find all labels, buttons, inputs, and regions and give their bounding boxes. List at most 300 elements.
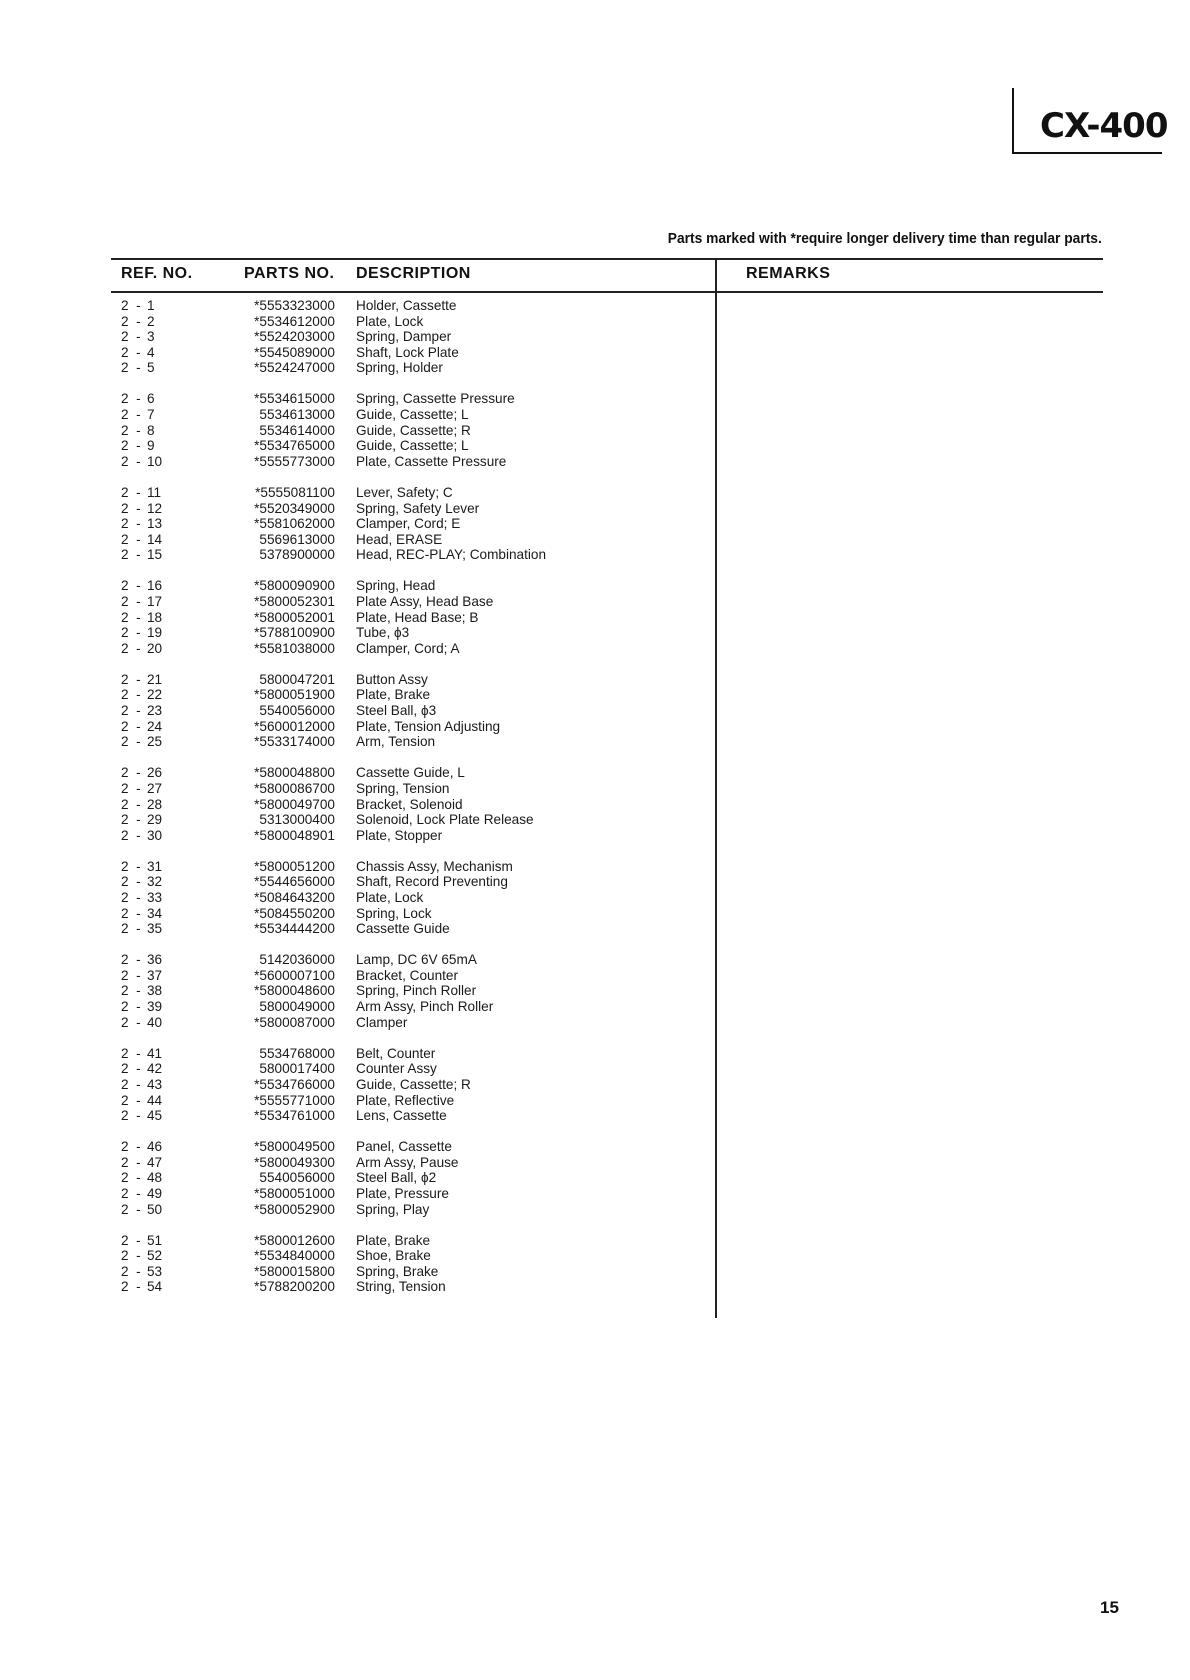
ref-no-cell xyxy=(121,1092,163,1109)
parts-no-cell: *5545089000 xyxy=(254,344,335,360)
ref-no-index: 31 xyxy=(147,858,163,874)
table-row xyxy=(0,594,715,610)
ref-no-prefix: 2 - xyxy=(121,765,141,781)
parts-no-cell: 5569613000 xyxy=(259,531,335,547)
description-cell: Plate, Lock xyxy=(356,890,424,905)
parts-no-cell: *5788100900 xyxy=(254,625,335,641)
ref-no-prefix: 2 - xyxy=(121,360,141,376)
table-row xyxy=(0,906,715,922)
ref-no-cell xyxy=(121,391,155,407)
ref-no-prefix: 2 - xyxy=(121,1232,141,1248)
description-cell: Panel, Cassette xyxy=(356,1139,452,1155)
description-cell: Clamper xyxy=(356,1014,408,1030)
ref-no-prefix: 2 - xyxy=(121,1014,141,1030)
table-row xyxy=(0,968,715,984)
ref-no-prefix: 2 - xyxy=(121,547,141,563)
parts-no-cell: *5520349000 xyxy=(254,500,335,516)
ref-no-cell xyxy=(121,858,163,875)
ref-no-cell xyxy=(121,703,163,719)
table-row xyxy=(0,314,715,330)
description-cell: Holder, Cassette xyxy=(356,298,457,313)
ref-no-cell xyxy=(121,625,163,641)
ref-no-prefix: 2 - xyxy=(121,609,141,625)
parts-no-cell: *5800052001 xyxy=(254,609,335,625)
description-cell: Belt, Counter xyxy=(356,1045,436,1061)
ref-no-index: 43 xyxy=(147,1076,163,1092)
table-row xyxy=(0,672,715,688)
parts-no-cell: 5534613000 xyxy=(259,407,335,423)
ref-no-cell xyxy=(121,1045,163,1062)
parts-group xyxy=(0,1233,715,1295)
description-cell: Arm, Tension xyxy=(356,734,436,750)
parts-group xyxy=(0,952,715,1030)
parts-group xyxy=(0,765,715,843)
table-row xyxy=(0,874,715,890)
ref-no-index: 6 xyxy=(147,391,155,407)
parts-no-cell: 5378900000 xyxy=(259,547,335,563)
table-row xyxy=(0,547,715,563)
ref-no-cell xyxy=(121,407,155,423)
parts-no-cell: *5800087000 xyxy=(254,1014,335,1030)
ref-no-index: 8 xyxy=(147,422,155,438)
description-cell: Plate, Pressure xyxy=(356,1186,449,1201)
parts-no-cell: *5581062000 xyxy=(254,516,335,532)
table-row xyxy=(0,1155,715,1171)
parts-no-cell: *5800048901 xyxy=(254,827,335,843)
ref-no-cell xyxy=(121,1139,163,1155)
ref-no-cell xyxy=(121,484,162,501)
ref-no-index: 48 xyxy=(147,1170,163,1186)
remarks-column-rule xyxy=(715,258,717,1318)
table-row xyxy=(0,999,715,1015)
ref-no-prefix: 2 - xyxy=(121,516,141,532)
table-row xyxy=(0,641,715,657)
description-cell: Shoe, Brake xyxy=(356,1248,431,1264)
description-cell: Shaft, Record Preventing xyxy=(356,874,508,890)
parts-no-cell: 5534614000 xyxy=(259,422,335,438)
description-cell: Plate, Brake xyxy=(356,1232,431,1248)
description-cell: Head, ERASE xyxy=(356,531,443,547)
description-cell: Shaft, Lock Plate xyxy=(356,344,459,360)
description-cell: Guide, Cassette; L xyxy=(356,438,469,454)
ref-no-cell xyxy=(121,1061,163,1077)
parts-no-cell: 5800017400 xyxy=(259,1061,335,1077)
ref-no-cell xyxy=(121,890,163,906)
ref-no-cell xyxy=(121,500,163,517)
table-row xyxy=(0,1139,715,1155)
ref-no-prefix: 2 - xyxy=(121,1061,141,1077)
ref-no-prefix: 2 - xyxy=(121,298,141,313)
table-row xyxy=(0,610,715,626)
description-cell: Guide, Cassette; R xyxy=(356,1076,471,1092)
description-cell: Plate, Lock xyxy=(356,313,424,329)
description-cell: Lever, Safety; C xyxy=(356,484,453,500)
ref-no-prefix: 2 - xyxy=(121,1154,141,1170)
parts-no-cell: *5524247000 xyxy=(254,360,335,376)
ref-no-index: 20 xyxy=(147,640,163,656)
ref-no-prefix: 2 - xyxy=(121,827,141,843)
ref-no-index: 41 xyxy=(147,1045,163,1061)
parts-no-cell: 5540056000 xyxy=(259,703,335,719)
ref-no-cell xyxy=(121,329,155,345)
ref-no-index: 14 xyxy=(147,531,163,547)
parts-no-cell: *5800052900 xyxy=(254,1201,335,1217)
parts-no-cell: *5800049300 xyxy=(254,1154,335,1170)
ref-no-index: 27 xyxy=(147,780,163,796)
description-cell: Spring, Lock xyxy=(356,905,432,921)
parts-no-cell: *5800049500 xyxy=(254,1139,335,1155)
ref-no-prefix: 2 - xyxy=(121,1201,141,1217)
ref-no-prefix: 2 - xyxy=(121,999,141,1015)
ref-no-cell xyxy=(121,516,163,532)
description-cell: Counter Assy xyxy=(356,1061,437,1077)
ref-no-prefix: 2 - xyxy=(121,391,141,407)
ref-no-index: 39 xyxy=(147,999,163,1015)
ref-no-prefix: 2 - xyxy=(121,874,141,890)
ref-no-cell xyxy=(121,967,163,984)
ref-no-index: 45 xyxy=(147,1108,163,1124)
ref-no-index: 28 xyxy=(147,796,163,812)
ref-no-prefix: 2 - xyxy=(121,1045,141,1061)
ref-no-prefix: 2 - xyxy=(121,890,141,905)
description-cell: Arm Assy, Pause xyxy=(356,1154,459,1170)
ref-no-index: 19 xyxy=(147,625,163,641)
ref-no-index: 15 xyxy=(147,547,163,563)
parts-no-cell: *5555081100 xyxy=(255,484,335,500)
ref-no-cell xyxy=(121,453,163,470)
ref-no-index: 38 xyxy=(147,983,163,999)
description-cell: Guide, Cassette; L xyxy=(356,407,469,423)
table-row xyxy=(0,438,715,454)
ref-no-index: 52 xyxy=(147,1248,163,1264)
ref-no-prefix: 2 - xyxy=(121,1108,141,1124)
table-row xyxy=(0,1202,715,1218)
description-cell: Button Assy xyxy=(356,671,428,687)
parts-group xyxy=(0,1046,715,1124)
table-row xyxy=(0,1046,715,1062)
ref-no-index: 44 xyxy=(147,1092,163,1108)
ref-no-index: 21 xyxy=(147,671,163,687)
parts-no-cell: *5534612000 xyxy=(254,313,335,329)
ref-no-prefix: 2 - xyxy=(121,687,141,703)
description-cell: Spring, Play xyxy=(356,1201,430,1217)
ref-no-index: 4 xyxy=(147,344,155,360)
table-row xyxy=(0,1015,715,1031)
parts-group xyxy=(0,485,715,563)
ref-no-cell xyxy=(121,1108,163,1124)
table-row xyxy=(0,407,715,423)
ref-no-cell xyxy=(121,313,155,330)
table-row xyxy=(0,1093,715,1109)
ref-no-prefix: 2 - xyxy=(121,921,141,937)
ref-no-index: 11 xyxy=(147,484,162,500)
ref-no-cell xyxy=(121,921,163,937)
ref-no-index: 24 xyxy=(147,718,163,734)
table-row xyxy=(0,828,715,844)
parts-no-cell: *5800012600 xyxy=(254,1232,335,1248)
ref-no-prefix: 2 - xyxy=(121,734,141,750)
header-remarks: REMARKS xyxy=(746,265,831,282)
parts-no-cell: *5534615000 xyxy=(254,391,335,407)
description-cell: Lamp, DC 6V 65mA xyxy=(356,952,477,968)
parts-group xyxy=(0,578,715,656)
ref-no-index: 2 xyxy=(147,313,155,329)
description-cell: Arm Assy, Pinch Roller xyxy=(356,999,494,1015)
ref-no-prefix: 2 - xyxy=(121,422,141,438)
parts-no-cell: *5800051900 xyxy=(254,687,335,703)
table-row xyxy=(0,1233,715,1249)
ref-no-prefix: 2 - xyxy=(121,329,141,345)
table-row xyxy=(0,1264,715,1280)
parts-group xyxy=(0,672,715,750)
table-row xyxy=(0,921,715,937)
ref-no-index: 5 xyxy=(147,360,155,376)
ref-no-cell xyxy=(121,905,163,922)
ref-no-prefix: 2 - xyxy=(121,796,141,812)
ref-no-cell xyxy=(121,1263,163,1280)
ref-no-prefix: 2 - xyxy=(121,313,141,329)
table-row xyxy=(0,797,715,813)
ref-no-cell xyxy=(121,765,163,781)
page-number: 15 xyxy=(1100,1598,1119,1617)
parts-no-cell: 5800049000 xyxy=(259,999,335,1015)
description-cell: Plate, Cassette Pressure xyxy=(356,453,507,469)
ref-no-prefix: 2 - xyxy=(121,438,141,454)
ref-no-index: 22 xyxy=(147,687,163,703)
ref-no-index: 26 xyxy=(147,765,163,781)
ref-no-prefix: 2 - xyxy=(121,1248,141,1264)
description-cell: Spring, Holder xyxy=(356,360,443,376)
ref-no-cell xyxy=(121,1186,163,1202)
table-row xyxy=(0,1279,715,1295)
table-row xyxy=(0,360,715,376)
ref-no-index: 10 xyxy=(147,453,163,469)
table-row xyxy=(0,625,715,641)
description-cell: Cassette Guide, L xyxy=(356,765,465,781)
ref-no-cell xyxy=(121,734,163,750)
ref-no-index: 29 xyxy=(147,812,163,828)
table-row xyxy=(0,719,715,735)
table-row xyxy=(0,703,715,719)
parts-no-cell: *5533174000 xyxy=(254,734,335,750)
parts-no-cell: *5800048600 xyxy=(254,983,335,999)
ref-no-index: 30 xyxy=(147,827,163,843)
ref-no-cell xyxy=(121,1279,163,1295)
table-row xyxy=(0,329,715,345)
parts-no-cell: *5534840000 xyxy=(254,1248,335,1264)
description-cell: Guide, Cassette; R xyxy=(356,422,471,438)
ref-no-cell xyxy=(121,1201,163,1218)
ref-no-prefix: 2 - xyxy=(121,967,141,983)
ref-no-prefix: 2 - xyxy=(121,1139,141,1155)
ref-no-prefix: 2 - xyxy=(121,1263,141,1279)
delivery-note: Parts marked with *require longer delivery time than regular parts. xyxy=(667,230,1102,247)
ref-no-prefix: 2 - xyxy=(121,1092,141,1108)
ref-no-cell xyxy=(121,1170,163,1186)
table-row xyxy=(0,1248,715,1264)
table-row xyxy=(0,485,715,501)
ref-no-prefix: 2 - xyxy=(121,671,141,687)
ref-no-cell xyxy=(121,422,155,439)
description-cell: Spring, Pinch Roller xyxy=(356,983,477,999)
parts-group xyxy=(0,391,715,469)
parts-no-cell: *5800048800 xyxy=(254,765,335,781)
ref-no-cell xyxy=(121,1232,163,1249)
parts-no-cell: 5800047201 xyxy=(259,671,335,687)
description-cell: Clamper, Cord; E xyxy=(356,516,461,532)
description-cell: Plate, Brake xyxy=(356,687,431,703)
parts-no-cell: 5313000400 xyxy=(259,812,335,828)
ref-no-cell xyxy=(121,718,163,735)
ref-no-prefix: 2 - xyxy=(121,1186,141,1201)
ref-no-index: 16 xyxy=(147,578,163,594)
ref-no-prefix: 2 - xyxy=(121,1076,141,1092)
parts-no-cell: *5800049700 xyxy=(254,796,335,812)
ref-no-prefix: 2 - xyxy=(121,905,141,921)
table-row xyxy=(0,298,715,314)
parts-no-cell: *5553323000 xyxy=(254,298,335,313)
ref-no-prefix: 2 - xyxy=(121,531,141,547)
parts-group xyxy=(0,298,715,376)
table-row xyxy=(0,578,715,594)
ref-no-index: 36 xyxy=(147,952,163,968)
description-cell: Solenoid, Lock Plate Release xyxy=(356,812,534,828)
table-row xyxy=(0,454,715,470)
parts-no-cell: *5800051000 xyxy=(254,1186,335,1201)
ref-no-cell xyxy=(121,687,163,703)
ref-no-prefix: 2 - xyxy=(121,780,141,796)
ref-no-prefix: 2 - xyxy=(121,594,141,609)
ref-no-index: 25 xyxy=(147,734,163,750)
table-row xyxy=(0,1186,715,1202)
ref-no-cell xyxy=(121,1248,163,1264)
ref-no-index: 1 xyxy=(147,298,155,313)
description-cell: Lens, Cassette xyxy=(356,1108,447,1124)
ref-no-prefix: 2 - xyxy=(121,1170,141,1186)
ref-no-index: 3 xyxy=(147,329,155,345)
parts-no-cell: *5555771000 xyxy=(254,1092,335,1108)
header-parts-no: PARTS NO. xyxy=(244,265,335,282)
description-cell: Clamper, Cord; A xyxy=(356,640,460,656)
ref-no-prefix: 2 - xyxy=(121,1279,141,1295)
description-cell: Chassis Assy, Mechanism xyxy=(356,858,513,874)
table-row xyxy=(0,391,715,407)
parts-no-cell: *5800015800 xyxy=(254,1263,335,1279)
table-row xyxy=(0,1170,715,1186)
ref-no-index: 18 xyxy=(147,609,163,625)
ref-no-cell xyxy=(121,344,155,361)
parts-no-cell: 5142036000 xyxy=(259,952,335,968)
ref-no-index: 49 xyxy=(147,1186,163,1201)
ref-no-index: 47 xyxy=(147,1154,163,1170)
parts-no-cell: *5084550200 xyxy=(254,905,335,921)
ref-no-index: 23 xyxy=(147,703,163,719)
ref-no-index: 51 xyxy=(147,1232,163,1248)
parts-no-cell: *5534766000 xyxy=(254,1076,335,1092)
description-cell: Spring, Damper xyxy=(356,329,452,345)
description-cell: Head, REC-PLAY; Combination xyxy=(356,547,547,563)
description-cell: Steel Ball, ϕ2 xyxy=(356,1170,437,1186)
ref-no-cell xyxy=(121,999,163,1015)
parts-no-cell: *5600007100 xyxy=(254,967,335,983)
parts-no-cell: *5800051200 xyxy=(254,858,335,874)
table-row xyxy=(0,423,715,439)
ref-no-index: 37 xyxy=(147,967,163,983)
description-cell: Plate, Tension Adjusting xyxy=(356,718,501,734)
table-row xyxy=(0,781,715,797)
ref-no-cell xyxy=(121,298,155,314)
table-row xyxy=(0,345,715,361)
ref-no-index: 7 xyxy=(147,407,155,423)
ref-no-cell xyxy=(121,594,163,610)
ref-no-index: 46 xyxy=(147,1139,163,1155)
ref-no-index: 50 xyxy=(147,1201,163,1217)
ref-no-cell xyxy=(121,796,163,813)
ref-no-prefix: 2 - xyxy=(121,407,141,423)
parts-no-cell: *5581038000 xyxy=(254,640,335,656)
header-description: DESCRIPTION xyxy=(356,265,471,282)
parts-no-cell: *5800052301 xyxy=(254,594,335,609)
ref-no-cell xyxy=(121,827,163,844)
table-row xyxy=(0,812,715,828)
ref-no-cell xyxy=(121,874,163,890)
parts-no-cell: *5534765000 xyxy=(254,438,335,454)
ref-no-cell xyxy=(121,609,163,626)
ref-no-index: 32 xyxy=(147,874,163,890)
ref-no-prefix: 2 - xyxy=(121,500,141,516)
ref-no-cell xyxy=(121,578,163,594)
ref-no-index: 12 xyxy=(147,500,163,516)
ref-no-prefix: 2 - xyxy=(121,983,141,999)
table-row xyxy=(0,734,715,750)
parts-no-cell: *5788200200 xyxy=(254,1279,335,1295)
ref-no-cell xyxy=(121,671,163,688)
ref-no-index: 54 xyxy=(147,1279,163,1295)
description-cell: Bracket, Counter xyxy=(356,967,458,983)
ref-no-index: 35 xyxy=(147,921,163,937)
ref-no-index: 13 xyxy=(147,516,163,532)
description-cell: Bracket, Solenoid xyxy=(356,796,463,812)
table-row xyxy=(0,532,715,548)
ref-no-index: 17 xyxy=(147,594,163,609)
table-row xyxy=(0,983,715,999)
ref-no-prefix: 2 - xyxy=(121,453,141,469)
parts-no-cell: *5084643200 xyxy=(254,890,335,905)
ref-no-index: 33 xyxy=(147,890,163,905)
parts-no-cell: 5540056000 xyxy=(259,1170,335,1186)
ref-no-prefix: 2 - xyxy=(121,578,141,594)
table-row xyxy=(0,952,715,968)
table-row xyxy=(0,501,715,517)
ref-no-cell xyxy=(121,438,155,454)
ref-no-cell xyxy=(121,547,163,563)
parts-no-cell: *5555773000 xyxy=(254,453,335,469)
parts-no-cell: *5524203000 xyxy=(254,329,335,345)
ref-no-prefix: 2 - xyxy=(121,703,141,719)
description-cell: Spring, Safety Lever xyxy=(356,500,480,516)
ref-no-cell xyxy=(121,1076,163,1093)
model-title: CX-400 xyxy=(1040,106,1168,146)
ref-no-cell xyxy=(121,1014,163,1031)
parts-no-cell: *5544656000 xyxy=(254,874,335,890)
table-row xyxy=(0,765,715,781)
description-cell: Spring, Cassette Pressure xyxy=(356,391,515,407)
table-row xyxy=(0,1108,715,1124)
ref-no-cell xyxy=(121,983,163,999)
ref-no-prefix: 2 - xyxy=(121,484,141,500)
ref-no-cell xyxy=(121,640,163,657)
parts-no-cell: *5800086700 xyxy=(254,780,335,796)
